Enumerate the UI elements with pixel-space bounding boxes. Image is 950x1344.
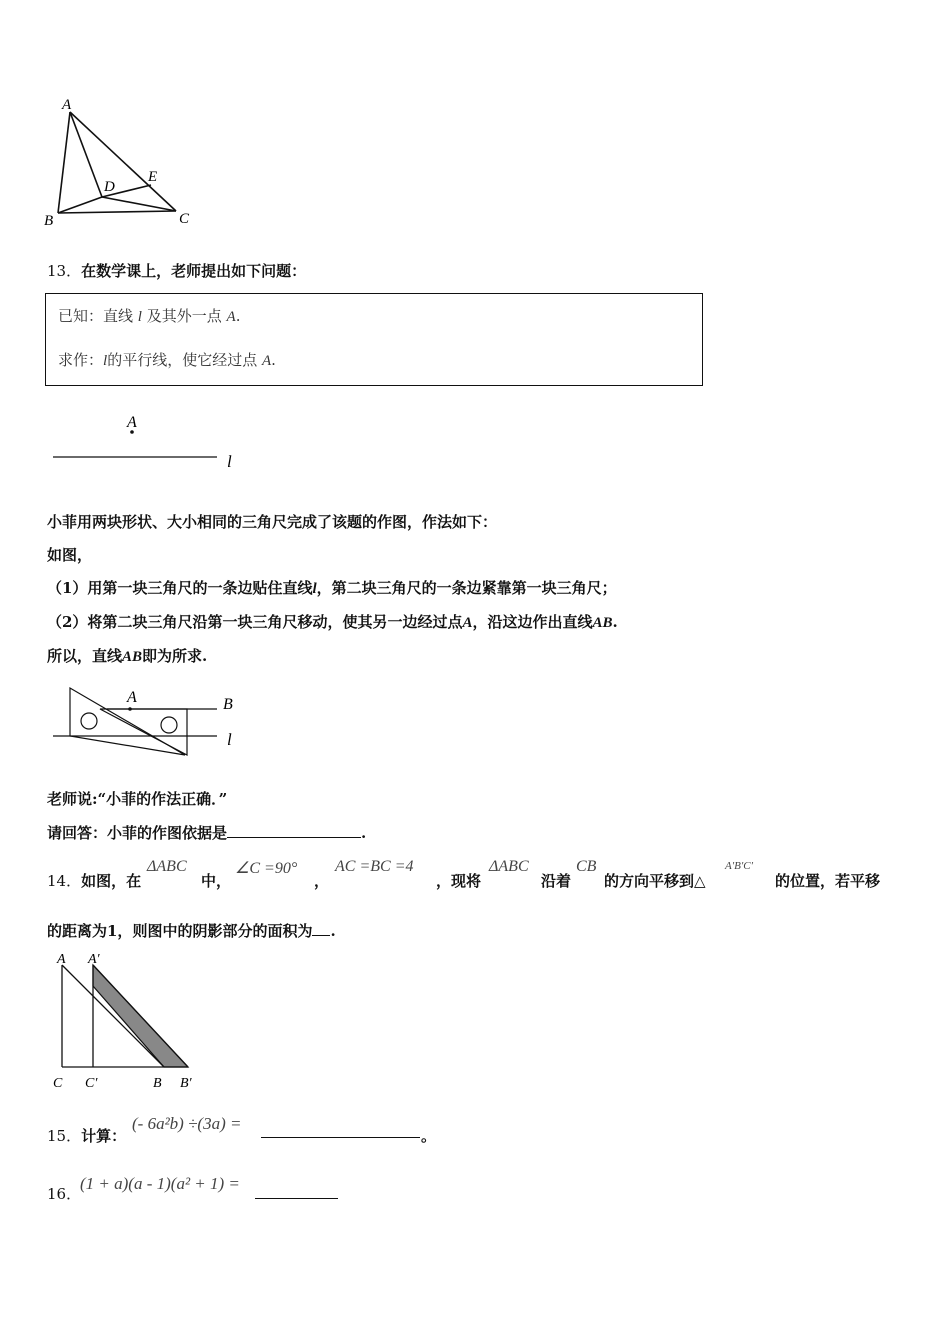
so-prefix: 所以，直线	[47, 647, 123, 665]
q14-math-angle: ∠C =90°	[235, 860, 298, 877]
label-A-prime: A′	[88, 952, 100, 967]
q14-math-prime: A′B′C′	[725, 860, 753, 872]
q14-line2	[47, 921, 336, 941]
point-line-figure	[45, 405, 255, 475]
so-ab: AB	[122, 649, 143, 665]
given-point-a: A	[226, 309, 236, 325]
q14-math-sides: AC =BC =4	[335, 858, 414, 875]
construct-prefix: 求作：	[58, 351, 104, 369]
method-intro: 小菲用两块形状、大小相同的三角尺完成了该题的作图，作法如下：	[47, 513, 498, 531]
construct-line	[58, 350, 276, 371]
q14-t7: 的位置，若平移	[775, 872, 881, 890]
step2-end: .	[612, 613, 618, 631]
line-l-label: l	[227, 452, 232, 471]
given-box	[45, 293, 703, 386]
set-squares-figure	[45, 680, 255, 765]
point-a-dot-2	[128, 707, 132, 711]
label-C-prime: C′	[85, 1076, 98, 1091]
fig2-b-label: B	[223, 696, 233, 713]
fig2-l-label: l	[227, 730, 232, 749]
q14-math-cb: CB	[576, 858, 597, 875]
q14-t5: 沿着	[541, 872, 572, 890]
given-line-l: l	[137, 309, 142, 325]
q14-t3: ，	[314, 872, 330, 890]
as-shown: 如图，	[47, 546, 93, 564]
triangle-abc-figure	[40, 95, 200, 230]
label-B-prime: B′	[180, 1076, 192, 1091]
q14-t2: 中，	[201, 872, 232, 890]
q14-t6: 的方向平移到△	[604, 872, 706, 890]
q15-label: 计算：	[81, 1127, 127, 1145]
q14-t1: 如图，在	[81, 872, 142, 890]
q13-number: 13．	[47, 262, 82, 280]
q15-expression: (- 6a²b) ÷(3a) =	[132, 1114, 242, 1133]
q14-math-abc: ΔABC	[147, 858, 187, 875]
q14-line2-end: .	[330, 922, 336, 940]
translation-figure	[45, 948, 210, 1093]
construct-point-a: A	[261, 353, 272, 369]
q15-number: 15．	[47, 1127, 82, 1145]
construct-mid: 的平行线，使它经过点	[107, 351, 258, 369]
label-A: A	[62, 97, 72, 113]
conclusion	[47, 646, 207, 667]
q15-end: 。	[421, 1127, 437, 1145]
step-2	[47, 612, 618, 633]
q16-number: 16．	[47, 1185, 82, 1203]
q15-answer-blank[interactable]	[261, 1137, 420, 1138]
q13-heading	[47, 261, 306, 281]
q14-number: 14．	[47, 872, 82, 890]
teacher-remark: 老师说:“小菲的作法正确．”	[47, 790, 228, 808]
label-A-14: A	[57, 952, 66, 967]
step2-mid: ，沿这边作出直线	[472, 613, 593, 631]
step1-text: （1）用第一块三角尺的一条边贴住直线	[47, 579, 313, 597]
answer-prompt	[47, 823, 366, 843]
step1-l: l	[312, 581, 317, 597]
given-line	[58, 306, 241, 327]
q14-line2-text: 的距离为1，则图中的阴影部分的面积为	[47, 922, 313, 940]
given-end: .	[235, 307, 241, 325]
label-C: C	[179, 211, 190, 227]
q14-t4: ，现将	[436, 872, 482, 890]
q14-answer-blank[interactable]	[312, 921, 330, 936]
label-B: B	[44, 213, 54, 229]
given-mid: 及其外一点	[146, 307, 222, 325]
point-a-label: A	[127, 414, 137, 431]
q14-line1	[47, 871, 141, 891]
construct-line-l: l	[103, 353, 108, 369]
q14-math-abc-2: ΔABC	[489, 858, 529, 875]
step2-ab: AB	[592, 615, 613, 631]
given-prefix: 已知：直线	[58, 307, 134, 325]
fig2-a-label: A	[127, 689, 137, 706]
construct-end: .	[271, 351, 276, 369]
label-D: D	[104, 179, 115, 195]
answer-end: .	[361, 824, 367, 842]
q15-heading	[47, 1126, 126, 1146]
so-rest: 即为所求.	[142, 647, 208, 665]
step2-a: A	[462, 615, 473, 631]
q13-intro: 在数学课上，老师提出如下问题：	[81, 262, 307, 280]
step2-text: （2）将第二块三角尺沿第一块三角尺移动，使其另一边经过点	[47, 613, 463, 631]
step-1	[47, 578, 617, 599]
q16-answer-blank[interactable]	[255, 1198, 338, 1199]
label-C-14: C	[53, 1076, 63, 1091]
step1-rest: ，第二块三角尺的一条边紧靠第一块三角尺；	[316, 579, 617, 597]
q16-expression: (1 + a)(a - 1)(a² + 1) =	[80, 1174, 240, 1193]
label-B-14: B	[153, 1076, 162, 1091]
label-E: E	[148, 169, 158, 185]
answer-prompt-text: 请回答：小菲的作图依据是	[47, 824, 228, 842]
answer-blank[interactable]	[227, 823, 361, 838]
